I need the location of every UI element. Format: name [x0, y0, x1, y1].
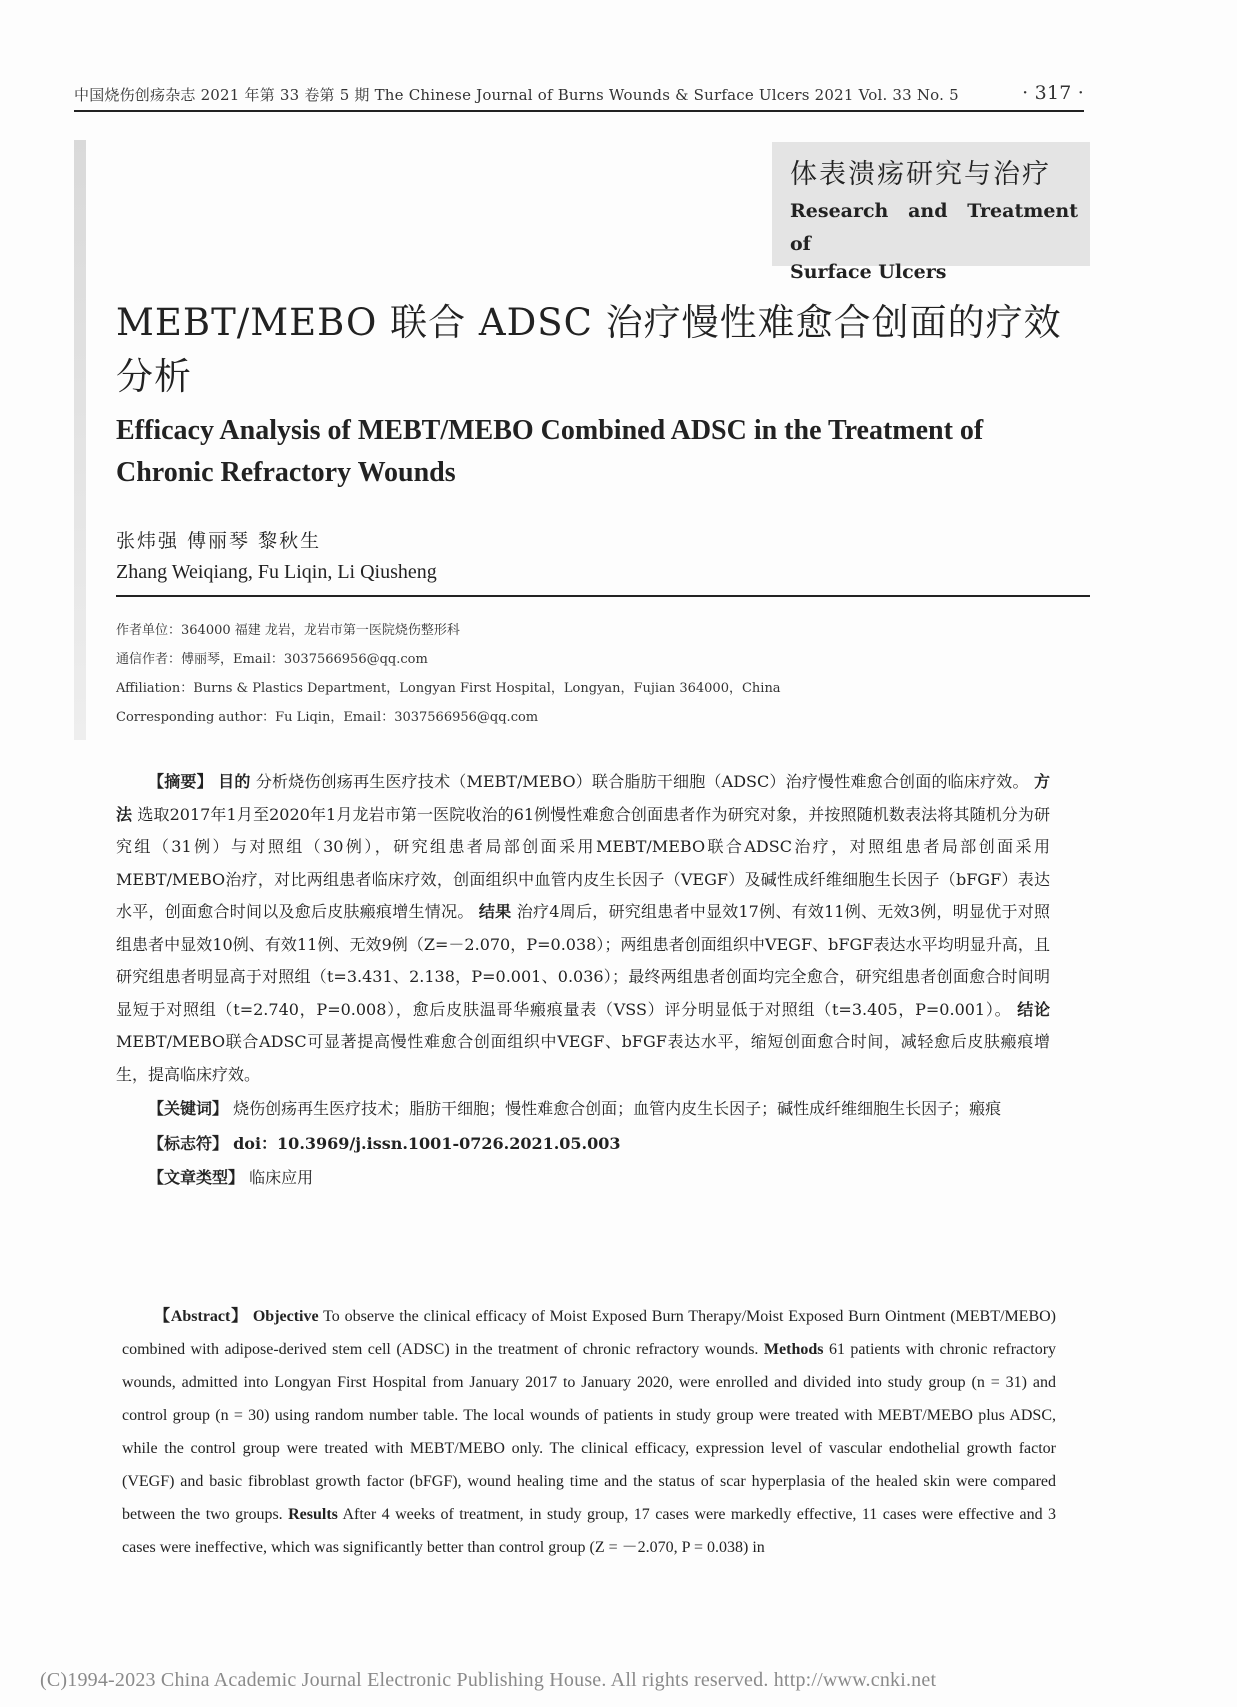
objective-text-cn: 分析烧伤创疡再生医疗技术（MEBT/MEBO）联合脂肪干细胞（ADSC）治疗慢性难愈合创面的临床疗效。 — [255, 772, 1029, 791]
objective-label-cn: 目的 — [218, 772, 251, 791]
left-decorative-bar — [74, 140, 86, 740]
objective-label-en: Objective — [252, 1308, 319, 1325]
page-number: · 317 · — [1022, 82, 1084, 104]
objective-text-en: To observe the clinical efficacy of Moist Exposed Burn Therapy/Moist Exposed Burn Ointment (MEBT/MEBO) combined with adipose-derived stem cell (ADSC) in the treatment of chronic refractory wounds. — [122, 1308, 1057, 1358]
article-title-en: Efficacy Analysis of MEBT/MEBO Combined ADSC in the Treatment of Chronic Refractory Wounds — [116, 415, 984, 488]
abstract-en — [122, 1300, 1056, 1564]
affiliation-block — [116, 616, 1076, 732]
doi-label: 【标志符】 — [148, 1133, 229, 1153]
article-title-cn: MEBT/MEBO 联合 ADSC 治疗慢性难愈合创面的疗效分析 — [116, 301, 1062, 398]
methods-text-en: 61 patients with chronic refractory wounds, admitted into Longyan First Hospital from January 2017 to January 2020, were enrolled and divided into study group (n = 31) and control group (n = 30) using random number table. The local wounds of patients in study group were treated with MEBT/MEBO plus ADSC, while the control group were treated with MEBT/MEBO only. The clinical efficacy, expression level of vascular endothelial growth factor (VEGF) and basic fibroblast growth factor (bFGF), wound healing time and the status of scar hyperplasia of the healed skin were compared between the two groups. — [122, 1341, 1057, 1523]
running-header — [74, 84, 1084, 105]
conclusion-text-cn: MEBT/MEBO联合ADSC可显著提高慢性难愈合创面组织中VEGF、bFGF表达水平，缩短创面愈合时间，减轻愈后皮肤瘢痕增生，提高临床疗效。 — [116, 1032, 1050, 1084]
article-type-text: 临床应用 — [249, 1168, 314, 1187]
results-label-en: Results — [288, 1506, 338, 1523]
methods-text-cn: 选取2017年1月至2020年1月龙岩市第一医院收治的61例慢性难愈合创面患者作为研究对象，并按照随机数表法将其随机分为研究组（31例）与对照组（30例），研究组患者局部创面采用MEBT/MEBO联合ADSC治疗，对照组患者局部创面采用MEBT/MEBO治疗，对比两组患者临床疗效，创面组织中血管内皮生长因子（VEGF）及碱性成纤维细胞生长因子（bFGF）表达水平，创面愈合时间以及愈后皮肤瘢痕增生情况。 — [116, 804, 1050, 921]
article-type-label: 【文章类型】 — [148, 1168, 245, 1187]
keywords-label: 【关键词】 — [148, 1099, 229, 1118]
copyright-footer: (C)1994-2023 China Academic Journal Electronic Publishing House. All rights reserved. http://www.cnki.net — [40, 1669, 937, 1691]
authors-cn: 张炜强 傅丽琴 黎秋生 — [116, 530, 322, 552]
keywords-text: 烧伤创疡再生医疗技术；脂肪干细胞；慢性难愈合创面；血管内皮生长因子；碱性成纤维细胞生长因子；瘢痕 — [233, 1099, 1002, 1118]
abstract-cn — [116, 766, 1050, 1195]
section-label-box — [772, 142, 1090, 283]
section-label-cn: 体表溃疡研究与治疗 — [790, 159, 1051, 190]
doi-text: doi：10.3969/j.issn.1001-0726.2021.05.003 — [233, 1133, 621, 1153]
affiliation-unit-en: Affiliation：Burns & Plastics Department，Longyan First Hospital，Longyan，Fujian 364000，China — [116, 681, 781, 696]
conclusion-label-cn: 结论 — [1017, 999, 1050, 1019]
abstract-en-label: 【Abstract】 — [154, 1308, 249, 1325]
methods-label-en: Methods — [763, 1341, 824, 1358]
authors-en: Zhang Weiqiang, Fu Liqin, Li Qiusheng — [116, 561, 437, 583]
affiliation-corresponding-cn: 通信作者：傅丽琴，Email：3037566956@qq.com — [116, 652, 428, 667]
results-text-cn: 治疗4周后，研究组患者中显效17例、有效11例、无效3例，明显优于对照组患者中显效10例、有效11例、无效9例（Z=－2.070，P=0.038）；两组患者创面组织中VEGF、bFGF表达水平均明显升高，且研究组患者明显高于对照组（t=3.431、2.138，P=0.001、0.036）；最终两组患者创面均完全愈合，研究组患者创面愈合时间明显短于对照组（t=2.740，P=0.008），愈后皮肤温哥华瘢痕量表（VSS）评分明显低于对照组（t=3.405，P=0.001）。 — [116, 902, 1050, 1019]
authors-rule — [116, 595, 1090, 597]
header-rule — [74, 110, 1084, 112]
methods-label-cn: 方法 — [116, 772, 1050, 824]
section-label-en-line1: Research and Treatment of — [790, 200, 1078, 255]
journal-running-title: 中国烧伤创疡杂志 2021 年第 33 卷第 5 期 The Chinese Journal of Burns Wounds & Surface Ulcers 2021 Vol. 33 No. 5 — [74, 86, 959, 104]
section-label-en-line2: Surface Ulcers — [790, 261, 947, 283]
results-label-cn: 结果 — [478, 902, 512, 921]
results-text-en: After 4 weeks of treatment, in study group, 17 cases were markedly effective, 11 cases were effective and 3 cases were ineffective, which was significantly better than control group (Z = －2.070, P = 0.038) in — [122, 1506, 1057, 1556]
affiliation-corresponding-en: Corresponding author：Fu Liqin，Email：3037566956@qq.com — [116, 710, 539, 725]
affiliation-unit-cn: 作者单位：364000 福建 龙岩，龙岩市第一医院烧伤整形科 — [116, 623, 460, 638]
abstract-cn-label: 【摘要】 — [148, 772, 213, 791]
